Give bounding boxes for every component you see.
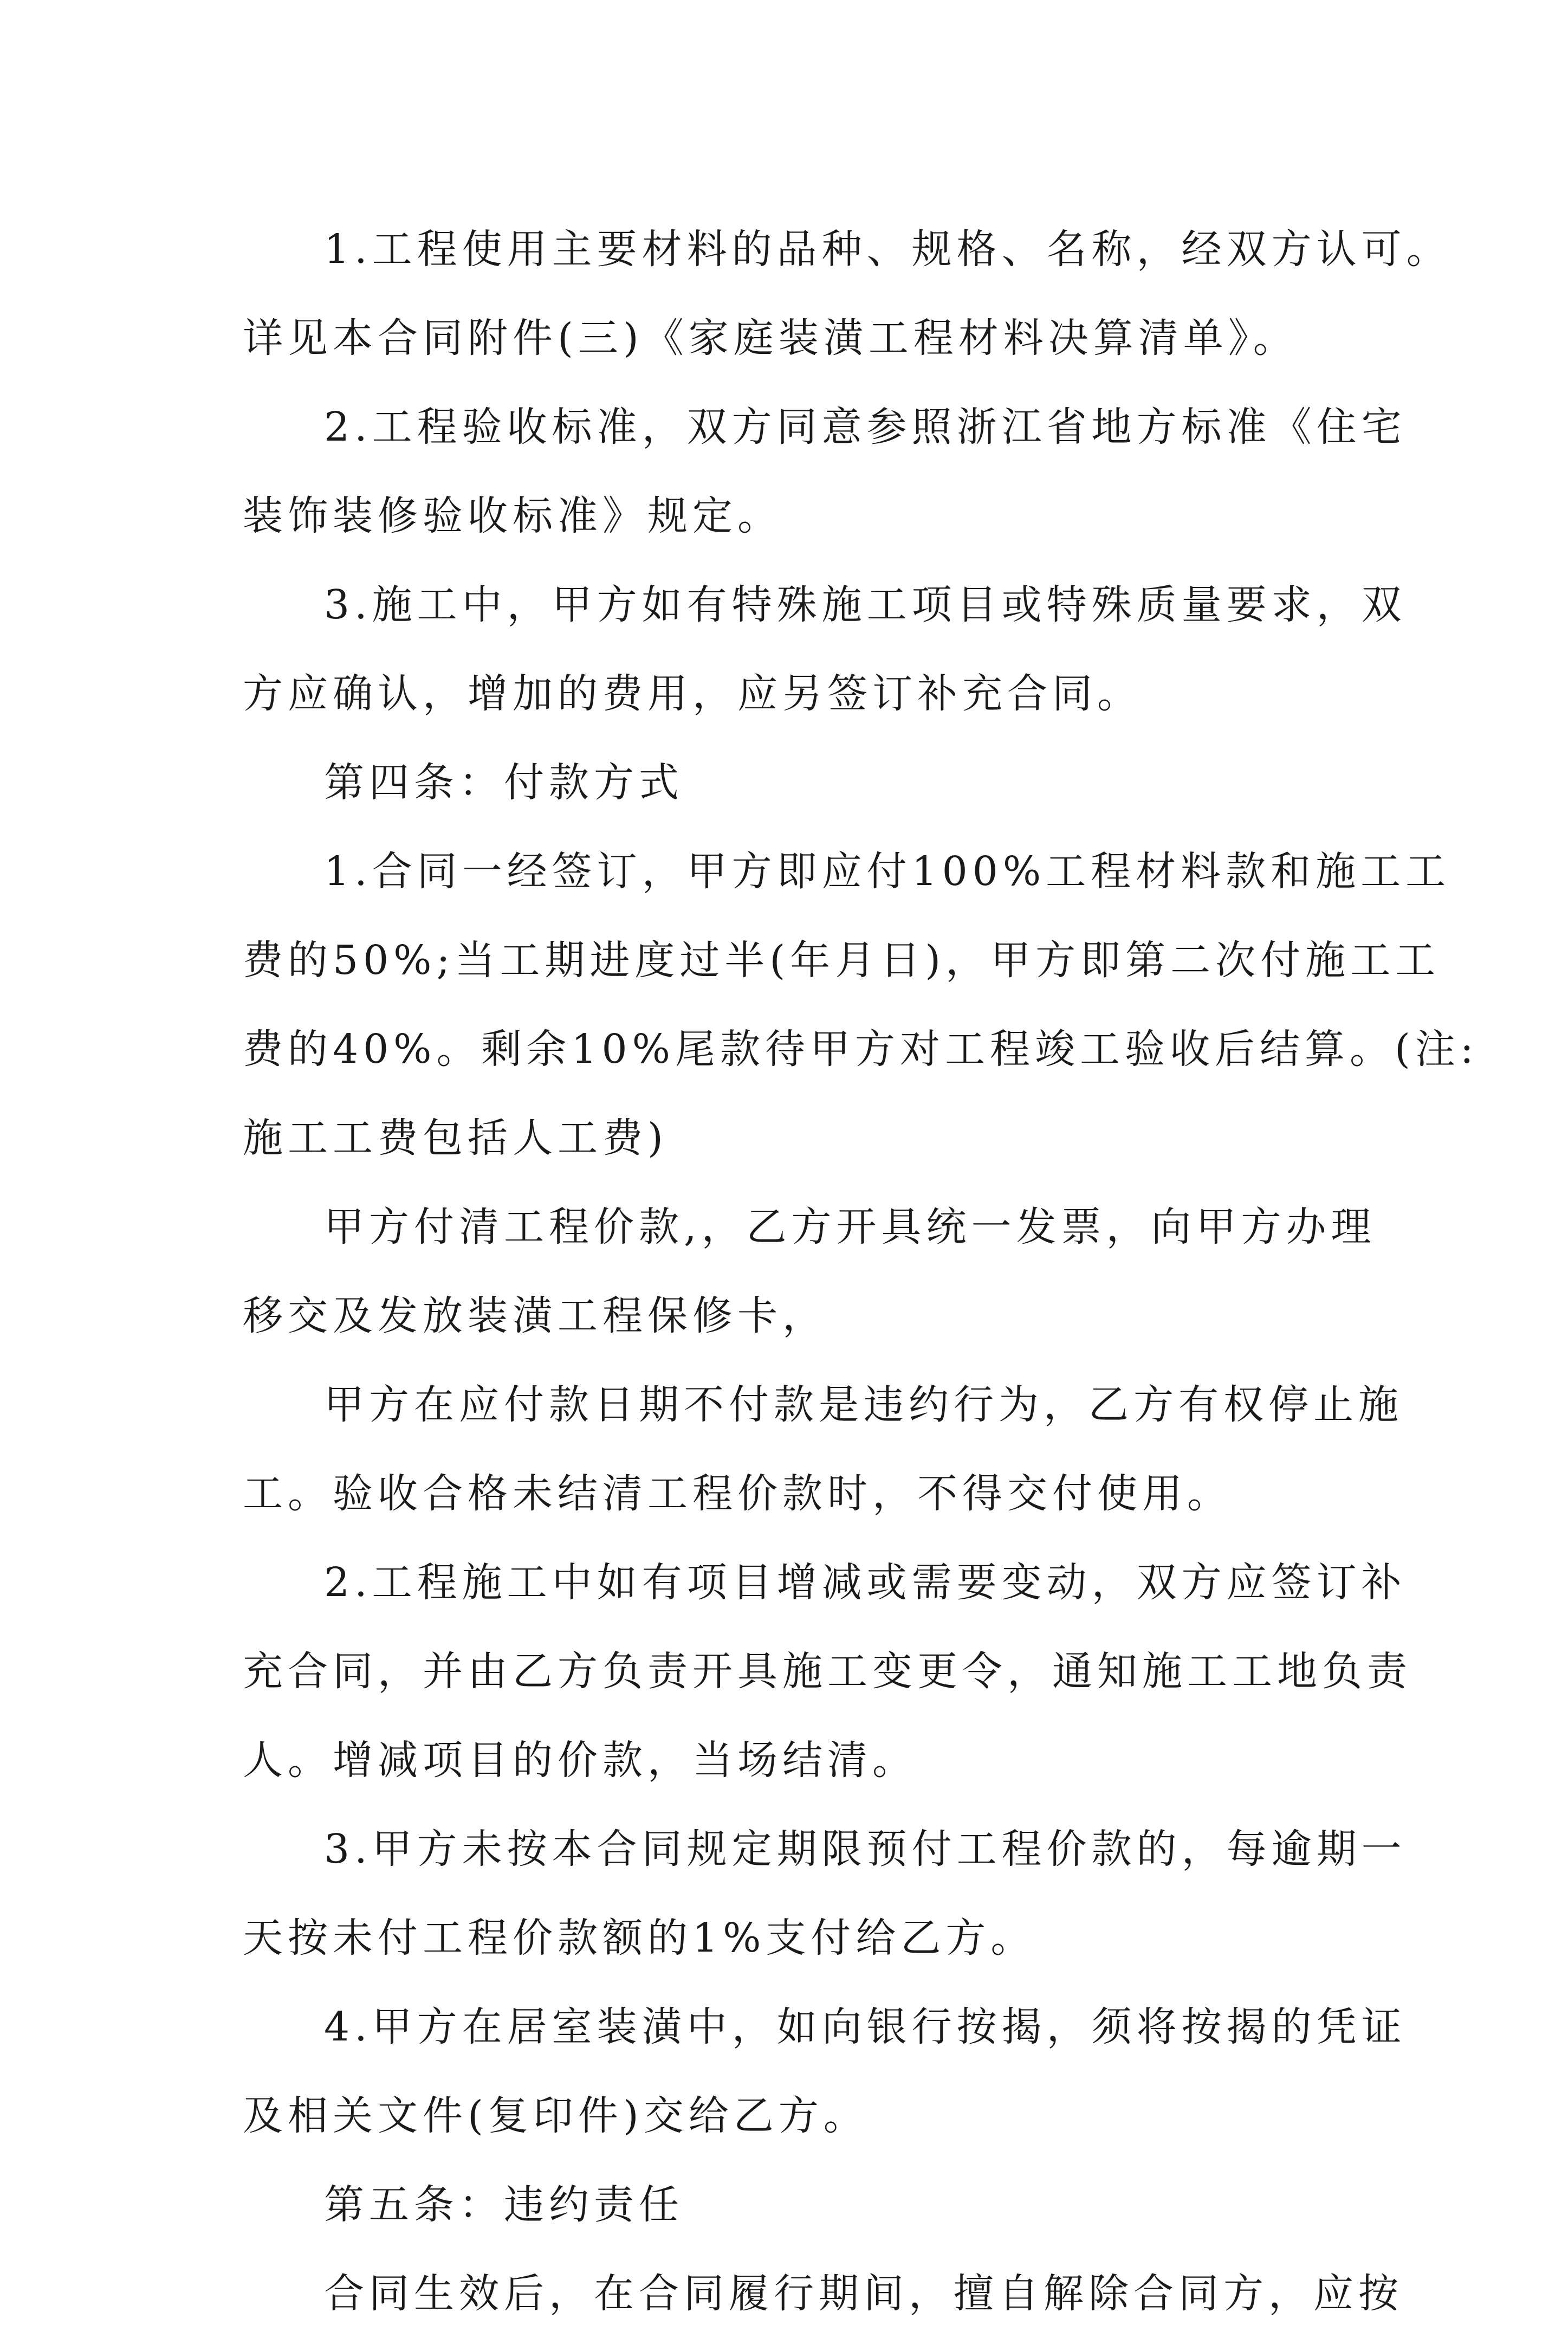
text-line: 移交及发放装潢工程保修卡， bbox=[243, 1293, 827, 1339]
text-line: 3.施工中，甲方如有特殊施工项目或特殊质量要求，双 bbox=[324, 582, 1407, 628]
text-line: 合同生效后，在合同履行期间，擅自解除合同方，应按 bbox=[324, 2270, 1403, 2317]
text-line: 详见本合同附件(三)《家庭装潢工程材料决算清单》。 bbox=[243, 315, 1298, 361]
text-line: 4.甲方在居室装潢中，如向银行按揭，须将按揭的凭证 bbox=[324, 2004, 1407, 2050]
text-line: 费的40%。剩余10%尾款待甲方对工程竣工验收后结算。(注: bbox=[243, 1026, 1479, 1073]
document-body bbox=[243, 205, 1479, 2338]
text-line: 装饰装修验收标准》规定。 bbox=[243, 493, 782, 539]
section-heading: 第四条：付款方式 bbox=[324, 759, 684, 806]
text-line: 甲方在应付款日期不付款是违约行为，乙方有权停止施 bbox=[324, 1381, 1403, 1428]
text-line: 3.甲方未按本合同规定期限预付工程价款的，每逾期一 bbox=[324, 1826, 1407, 1872]
text-line: 费的50%;当工期进度过半(年月日)，甲方即第二次付施工工 bbox=[243, 937, 1441, 984]
text-line: 充合同，并由乙方负责开具施工变更令，通知施工工地负责 bbox=[243, 1648, 1412, 1695]
text-line: 天按未付工程价款额的1%支付给乙方。 bbox=[243, 1915, 1036, 1961]
text-line: 人。增减项目的价款，当场结清。 bbox=[243, 1737, 917, 1784]
text-line: 施工工费包括人工费) bbox=[243, 1115, 668, 1161]
text-line: 1.工程使用主要材料的品种、规格、名称，经双方认可。 bbox=[324, 226, 1452, 273]
text-line: 及相关文件(复印件)交给乙方。 bbox=[243, 2092, 869, 2139]
text-line: 2.工程施工中如有项目增减或需要变动，双方应签订补 bbox=[324, 1559, 1407, 1606]
text-line: 工。验收合格未结清工程价款时，不得交付使用。 bbox=[243, 1470, 1232, 1517]
text-line: 甲方付清工程价款,，乙方开具统一发票，向甲方办理 bbox=[324, 1204, 1376, 1250]
section-heading: 第五条：违约责任 bbox=[324, 2181, 684, 2228]
text-line: 2.工程验收标准，双方同意参照浙江省地方标准《住宅 bbox=[324, 404, 1407, 450]
text-line: 方应确认，增加的费用，应另签订补充合同。 bbox=[243, 670, 1142, 717]
text-line: 1.合同一经签订，甲方即应付100%工程材料款和施工工 bbox=[324, 848, 1451, 895]
